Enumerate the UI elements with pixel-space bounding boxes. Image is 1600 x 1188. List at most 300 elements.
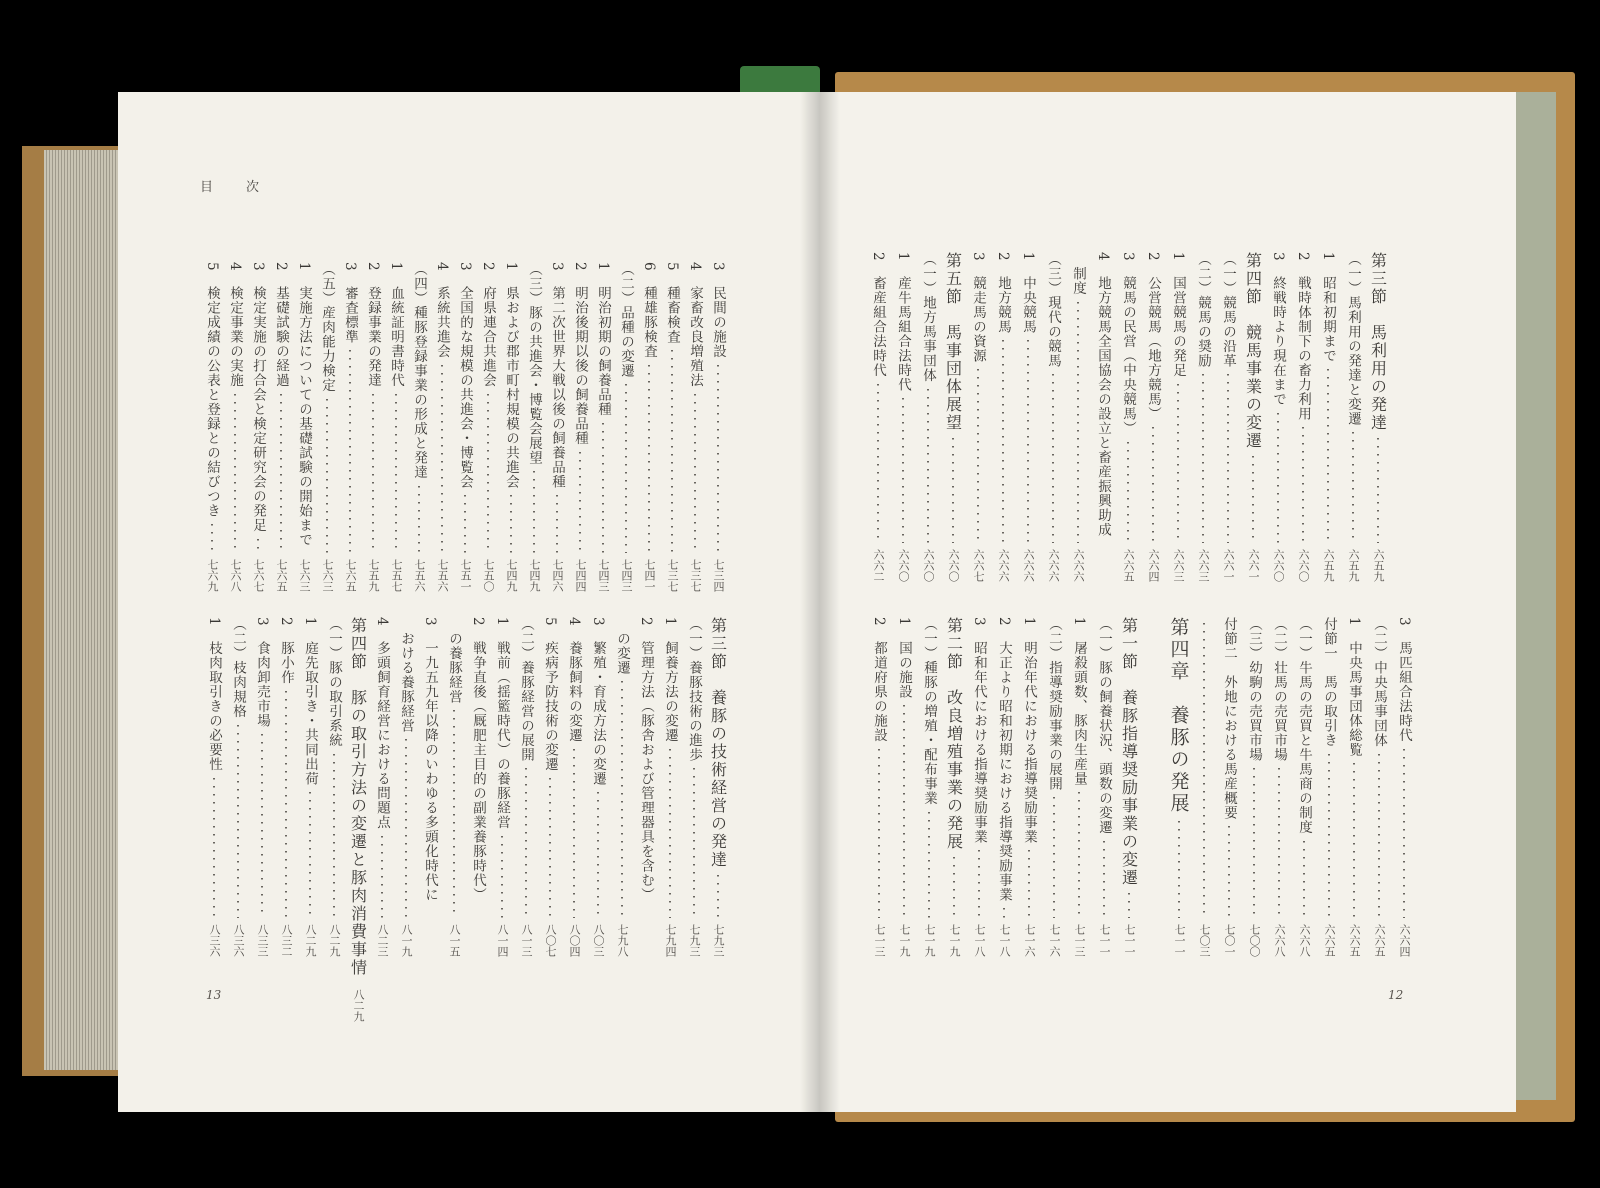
toc-entry-title: 1 国営競馬の発足: [1170, 252, 1186, 378]
toc-entry-page: 七一六: [1023, 924, 1036, 957]
toc-entry: [228, 617, 248, 957]
toc-entry-page: 七四一: [643, 559, 656, 592]
toc-entry-page: 七一九: [898, 924, 911, 957]
toc-entry: [894, 617, 914, 957]
toc-entry-page: 八三三: [256, 924, 269, 957]
toc-entry-title: （二）壮馬の売買市場: [1271, 617, 1287, 762]
toc-entry-page: 八二九: [328, 924, 341, 957]
leader-dots: [1202, 374, 1204, 543]
toc-entry-page: 七六五: [275, 559, 288, 592]
toc-entry-title: 3 繁殖・育成方法の変遷: [590, 617, 606, 787]
toc-entry: [1394, 617, 1414, 957]
toc-entry-title: 6 種雄豚検査: [641, 262, 657, 359]
leader-dots: [1302, 427, 1304, 543]
toc-entry-page: 八二九: [352, 989, 365, 1022]
leader-dots: [671, 350, 673, 553]
toc-entry-title: 付節一 馬の取引き: [1321, 617, 1337, 748]
toc-entry-page: 七五七: [390, 559, 403, 592]
leader-dots: [1028, 850, 1030, 918]
leader-dots: [1053, 797, 1055, 918]
toc-entry: [1243, 252, 1263, 582]
leader-dots: [1252, 456, 1254, 543]
toc-entry-title: 2 畜産組合法時代: [870, 252, 886, 378]
toc-entry: [300, 617, 320, 957]
leader-dots: [1152, 427, 1154, 543]
page-number-right: 12: [1388, 988, 1404, 1002]
toc-entry-title: （一）競馬の沿革: [1220, 252, 1236, 368]
toc-entry-title: （二）指導奨励事業の展開: [1046, 617, 1062, 791]
toc-entry-title: 第三節 馬利用の発達: [1368, 252, 1388, 432]
toc-entry-title: 第四章 養豚の発展: [1167, 617, 1190, 815]
toc-entry: [1019, 617, 1039, 957]
toc-entry-title: 3 検定実施の打合会と検定研究会の発足: [250, 262, 266, 533]
toc-entry-title: 1 屠殺頭数、豚肉生産量: [1071, 617, 1087, 787]
toc-entry-page: 八一三: [520, 924, 533, 957]
toc-entry-title: 2 管理方法（豚舎および管理器具を含む）: [638, 617, 654, 903]
toc-entry-title: 3 馬匹組合法時代: [1396, 617, 1412, 743]
toc-entry-page: 七四四: [574, 559, 587, 592]
toc-entry: [478, 262, 498, 592]
toc-entry: [616, 262, 636, 592]
leader-dots: [573, 749, 575, 918]
leader-dots: [878, 749, 880, 918]
toc-entry-page: 七六三: [321, 559, 334, 592]
toc-entry: [1094, 617, 1114, 957]
toc-entry: [1293, 252, 1313, 582]
toc-entry-page: 七一一: [1098, 924, 1111, 957]
toc-entry-title: （一）豚の取引系統: [326, 617, 342, 748]
toc-entry-page: 七六九: [206, 559, 219, 592]
toc-entry-title: 2 明治後期以後の飼養品種: [572, 262, 588, 446]
toc-entry: [968, 252, 988, 582]
leader-dots: [1352, 432, 1354, 543]
toc-entry: [455, 262, 475, 592]
toc-entry: [993, 252, 1013, 582]
toc-entry-title: （三）豚の共進会・博覧会展望: [526, 262, 542, 465]
toc-entry-title: 1 実施方法についての基礎試験の開始まで: [296, 262, 312, 548]
toc-entry: [1093, 252, 1113, 582]
leader-dots: [405, 739, 407, 918]
toc-entry: [1144, 617, 1164, 957]
toc-entry: [501, 262, 521, 592]
toc-entry: [868, 252, 888, 582]
leader-dots: [1078, 792, 1080, 918]
toc-entry: [1368, 252, 1388, 582]
toc-entry-title: 1 産牛馬組合法時代: [895, 252, 911, 393]
leader-dots: [1228, 826, 1230, 918]
leader-dots: [694, 394, 696, 553]
toc-entry-title: 1 血統証明書時代: [388, 262, 404, 388]
leader-dots: [309, 792, 311, 918]
toc-entry-page: 六五九: [1322, 549, 1335, 582]
toc-entry: [1119, 617, 1139, 957]
toc-entry: [1344, 617, 1364, 957]
toc-entry-page: 七六八: [229, 559, 242, 592]
toc-entry-title: 3 民間の施設: [710, 262, 726, 359]
toc-entry-page: 八〇四: [568, 924, 581, 957]
toc-entry-title: （一）牛馬の売買と牛馬商の制度: [1296, 617, 1312, 835]
leader-dots: [1227, 374, 1229, 543]
toc-entry-page: 七六五: [344, 559, 357, 592]
leader-dots: [1127, 442, 1129, 543]
toc-entry: [588, 617, 608, 957]
toc-entry-title: （五）産肉能力検定: [319, 262, 335, 393]
leader-dots: [464, 495, 466, 553]
toc-entry-page: 六六〇: [1272, 549, 1285, 582]
leader-dots: [1077, 302, 1079, 544]
toc-entry-title: （四）種豚登録事業の形成と発達: [411, 262, 427, 480]
leader-dots: [1328, 754, 1330, 919]
leader-dots: [1103, 841, 1105, 919]
toc-entry: [271, 262, 291, 592]
toc-entry-page: 六六四: [1398, 924, 1411, 957]
leader-dots: [1277, 413, 1279, 543]
leader-dots: [717, 875, 719, 918]
toc-entry-title: 1 明治年代における指導奨励事業: [1021, 617, 1037, 845]
leader-dots: [280, 394, 282, 553]
toc-entry-page: 七五六: [436, 559, 449, 592]
toc-entry-page: 六六一: [1247, 549, 1260, 582]
leader-dots: [533, 471, 535, 553]
toc-entry-page: 七四九: [505, 559, 518, 592]
toc-entry-page: 七一九: [948, 924, 961, 957]
page-number-left: 13: [206, 988, 222, 1002]
leader-dots: [1052, 374, 1054, 543]
toc-entry-title: 1 中央馬事団体総覧: [1346, 617, 1362, 758]
toc-entry-page: 七五一: [459, 559, 472, 592]
toc-entry: [1244, 617, 1264, 957]
toc-entry-page: 六六八: [1273, 924, 1286, 957]
toc-entry-title: 第五節 馬事団体展望: [943, 252, 963, 432]
toc-entry: [340, 262, 360, 592]
toc-entry: [524, 262, 544, 592]
toc-entry-page: 八三二: [280, 924, 293, 957]
toc-entry-page: 六六五: [1122, 549, 1135, 582]
toc-entry: [547, 262, 567, 592]
toc-entry-page: 六五九: [1372, 549, 1385, 582]
toc-entry-title: 3 一九五九年以降のいわゆる多頭化時代に: [422, 617, 438, 903]
toc-entry-title: 第三節 養豚の技術経営の発達: [708, 617, 728, 869]
toc-entry: [1069, 617, 1089, 957]
toc-entry-title: 第二節 改良増殖事業の発展: [944, 617, 964, 851]
toc-entry-page: 八二九: [304, 924, 317, 957]
toc-entry-title: （二）品種の変遷: [618, 262, 634, 378]
leader-dots: [597, 792, 599, 918]
toc-entry-title: 5 検定成績の公表と登録との結びつき: [204, 262, 220, 519]
leader-dots: [453, 710, 455, 918]
leader-dots: [648, 365, 650, 553]
toc-entry-title: 3 競馬の民営（中央競馬）: [1120, 252, 1136, 436]
toc-entry: [893, 252, 913, 582]
toc-entry: [1268, 252, 1288, 582]
toc-entry-title: （三）現代の競馬: [1045, 252, 1061, 368]
leader-dots: [556, 495, 558, 553]
toc-entry-title: 付節二 外地における馬産概要: [1221, 617, 1237, 820]
leader-dots: [1002, 340, 1004, 543]
leader-dots: [669, 749, 671, 918]
toc-entry: [1068, 252, 1088, 582]
leader-dots: [333, 754, 335, 919]
toc-entry: [1219, 617, 1239, 957]
toc-entry-page: 七四三: [597, 559, 610, 592]
toc-entry: [570, 262, 590, 592]
toc-entry-title: 4 家畜改良増殖法: [687, 262, 703, 388]
toc-entry: [444, 617, 464, 957]
leader-dots: [978, 850, 980, 918]
toc-entry-title: 1 庭先取引き・共同出荷: [302, 617, 318, 787]
toc-entry-page: 八〇三: [592, 924, 605, 957]
leader-dots: [602, 423, 604, 553]
toc-entry-page: 六六五: [1323, 924, 1336, 957]
leader-dots: [1303, 841, 1305, 919]
leader-dots: [1003, 908, 1005, 918]
toc-entry-title: 2 戦時体制下の畜力利用: [1295, 252, 1311, 422]
leader-dots: [418, 486, 420, 554]
toc-entry-title: 1 戦前（揺籃時代）の養豚経営: [494, 617, 510, 830]
toc-entry-page: 七一三: [1073, 924, 1086, 957]
toc-entry-title: 第一節 養豚指導奨励事業の変遷: [1119, 617, 1139, 887]
leader-dots: [501, 836, 503, 918]
toc-entry-title: （一）豚の飼養状況、頭数の変遷: [1096, 617, 1112, 835]
leader-dots: [257, 539, 259, 553]
toc-entry-title: 2 地方競馬: [995, 252, 1011, 335]
toc-entry-title: 2 基礎試験の経過: [273, 262, 289, 388]
toc-entry-page: 六六六: [1047, 549, 1060, 582]
toc-entry: [1044, 617, 1064, 957]
toc-entry-title: 1 国の施設: [896, 617, 912, 700]
toc-entry-page: 七一三: [873, 924, 886, 957]
toc-entry-page: 七六七: [252, 559, 265, 592]
toc-entry: [1118, 252, 1138, 582]
toc-entry-title: （二）競馬の奨励: [1195, 252, 1211, 368]
leader-dots: [693, 768, 695, 918]
toc-entry: [943, 252, 963, 582]
toc-entry: [1169, 617, 1189, 957]
toc-entry-page: 七四三: [620, 559, 633, 592]
toc-entry: [432, 262, 452, 592]
toc-entry-page: 六六〇: [897, 549, 910, 582]
toc-entry: [612, 617, 632, 957]
toc-entry-page: 七一九: [923, 924, 936, 957]
toc-entry: [660, 617, 680, 957]
toc-entry-page: 七五九: [367, 559, 380, 592]
toc-entry-title: 3 第二次世界大戦以後の飼養品種: [549, 262, 565, 490]
toc-entry-page: 七六三: [298, 559, 311, 593]
toc-entry: [204, 617, 224, 957]
leader-dots: [326, 399, 328, 554]
leader-dots: [1178, 821, 1180, 918]
toc-entry-title: の変遷: [614, 617, 630, 675]
toc-entry-title: の養豚経営: [446, 617, 462, 704]
toc-entry: [396, 617, 416, 957]
toc-entry: [202, 262, 222, 592]
toc-entry-title: 1 昭和初期まで: [1320, 252, 1336, 364]
toc-entry-page: 八一五: [448, 924, 461, 957]
leader-dots: [349, 350, 351, 553]
leader-dots: [1177, 384, 1179, 543]
leader-dots: [1377, 438, 1379, 543]
leader-dots: [487, 394, 489, 553]
toc-entry-title: 1 枝肉取引きの必要性: [206, 617, 222, 772]
toc-entry: [708, 617, 728, 957]
toc-entry-title: （三）幼駒の売買市場: [1246, 617, 1262, 762]
toc-entry-page: 六六〇: [1297, 549, 1310, 582]
leader-dots: [372, 394, 374, 553]
toc-entry-page: 六六三: [1197, 549, 1210, 582]
toc-entry-page: 六六四: [1147, 549, 1160, 582]
toc-entry-page: 七九八: [616, 924, 629, 957]
toc-entry: [248, 262, 268, 592]
toc-entry: [1319, 617, 1339, 957]
toc-entry-page: 七三七: [666, 559, 679, 592]
toc-entry: [1294, 617, 1314, 957]
toc-entry-page: 八二三: [376, 924, 389, 957]
toc-entry-page: 八三六: [208, 924, 221, 957]
toc-entry: [1343, 252, 1363, 582]
leader-dots: [953, 857, 955, 918]
leader-dots: [902, 398, 904, 543]
toc-entry-title: 2 豚小作: [278, 617, 294, 685]
leader-dots: [549, 778, 551, 918]
toc-entry-title: 2 府県連合共進会: [480, 262, 496, 388]
toc-entry: [1318, 252, 1338, 582]
leader-dots: [261, 734, 263, 918]
leader-dots: [621, 681, 623, 918]
toc-entry-page: 七〇〇: [1248, 924, 1261, 957]
toc-entry-title: 2 登録事業の発達: [365, 262, 381, 388]
leader-dots: [510, 495, 512, 553]
toc-entry: [1218, 252, 1238, 582]
toc-entry: [685, 262, 705, 592]
toc-entry-title: （一）養豚技術の進歩: [686, 617, 702, 762]
toc-entry-page: 七一八: [973, 924, 986, 957]
toc-entry-title: 第四節 競馬事業の変遷: [1243, 252, 1263, 450]
toc-entry-page: 六五九: [1347, 549, 1360, 582]
toc-entry: [492, 617, 512, 957]
toc-entry: [919, 617, 939, 957]
toc-entry: [317, 262, 337, 592]
toc-entry: [639, 262, 659, 592]
leader-dots: [877, 384, 879, 543]
toc-entry-title: 制度: [1070, 252, 1086, 296]
toc-entry: [1369, 617, 1389, 957]
leader-dots: [395, 394, 397, 553]
leader-dots: [237, 725, 239, 919]
toc-entry-title: おける養豚経営: [398, 617, 414, 733]
toc-entry-page: 六六五: [1348, 924, 1361, 957]
leader-dots: [717, 365, 719, 553]
toc-entry-title: 3 昭和年代における指導奨励事業: [971, 617, 987, 845]
leader-dots: [977, 369, 979, 543]
toc-entry: [409, 262, 429, 592]
leader-dots: [579, 452, 581, 553]
toc-entry: [869, 617, 889, 957]
toc-entry-title: 2 戦争直後（厩肥主目的の副業養豚時代）: [470, 617, 486, 903]
page-edges: [44, 150, 124, 1070]
toc-entry-title: 1 中央競馬: [1020, 252, 1036, 335]
toc-entry-title: 1 明治初期の飼養品種: [595, 262, 611, 417]
toc-entry-page: 七〇一: [1223, 924, 1236, 957]
toc-entry-page: 七〇三: [1198, 924, 1211, 957]
toc-entry-page: 八一九: [400, 924, 413, 957]
leader-dots: [381, 836, 383, 918]
leader-dots: [927, 389, 929, 544]
toc-entry-title: 1 県および郡市町村規模の共進会: [503, 262, 519, 490]
toc-entry-page: 七一八: [998, 924, 1011, 957]
toc-entry: [708, 262, 728, 592]
toc-entry-title: 2 大正より昭和初期における指導奨励事業: [996, 617, 1012, 903]
toc-entry-title: （一）地方馬事団体: [920, 252, 936, 383]
toc-entry-page: 六六六: [1022, 549, 1035, 582]
toc-entry-title: 4 多頭飼育経営における問題点: [374, 617, 390, 830]
toc-entry-page: 六六三: [1172, 549, 1185, 582]
toc-entry: [662, 262, 682, 592]
toc-entry-page: 七一一: [1173, 924, 1186, 957]
toc-entry: [684, 617, 704, 957]
toc-entry-title: 3 審査標準: [342, 262, 358, 345]
toc-entry-page: 六六八: [1298, 924, 1311, 957]
toc-entry-title: 第四節 豚の取引方法の変遷と豚肉消費事情: [348, 617, 368, 977]
toc-entry-title: 4 地方競馬全国協会の設立と畜産振興助成: [1095, 252, 1111, 538]
leader-dots: [211, 524, 213, 553]
toc-entry-title: 5 疾病予防技術の変遷: [542, 617, 558, 772]
toc-entry-page: 六六〇: [947, 549, 960, 582]
leader-dots: [441, 365, 443, 553]
toc-entry: [372, 617, 392, 957]
toc-entry: [516, 617, 536, 957]
toc-entry: [593, 262, 613, 592]
toc-entry-title: 4 系統共進会: [434, 262, 450, 359]
toc-entry: [276, 617, 296, 957]
leader-dots: [928, 812, 930, 919]
leader-dots: [213, 778, 215, 918]
left-page: [118, 92, 820, 1112]
toc-entry-title: 2 都道府県の施設: [871, 617, 887, 743]
toc-entry-title: 3 全国的な規模の共進会・博覧会: [457, 262, 473, 490]
leader-dots: [1327, 369, 1329, 543]
toc-entry-title: （二）養豚経営の展開: [518, 617, 534, 762]
toc-entry-page: 八〇七: [544, 924, 557, 957]
toc-entry-page: 七五〇: [482, 559, 495, 592]
toc-entry-page: 六六〇: [922, 549, 935, 582]
toc-entry-page: 八一四: [496, 924, 509, 957]
toc-entry: [386, 262, 406, 592]
toc-entry: [1043, 252, 1063, 582]
toc-entry: [1018, 252, 1038, 582]
toc-entry-page: 六六六: [997, 549, 1010, 582]
toc-entry-title: 2 公営競馬（地方競馬）: [1145, 252, 1161, 422]
toc-entry: [969, 617, 989, 957]
right-page: [820, 92, 1516, 1112]
toc-entry: [636, 617, 656, 957]
leader-dots: [285, 691, 287, 918]
toc-entry-page: 七五六: [413, 559, 426, 592]
toc-entry-page: 六六七: [972, 549, 985, 582]
toc-entry: [252, 617, 272, 957]
toc-entry: [944, 617, 964, 957]
toc-entry-page: 七四九: [528, 559, 541, 592]
toc-entry-title: （一）種豚の増殖・配布事業: [921, 617, 937, 806]
toc-entry: [1269, 617, 1289, 957]
leader-dots: [903, 705, 905, 918]
leader-dots: [952, 438, 954, 543]
leader-dots: [1203, 623, 1205, 918]
leader-dots: [1278, 768, 1280, 918]
toc-entry-page: 六六五: [1373, 924, 1386, 957]
toc-entry-page: 六六一: [1222, 549, 1235, 582]
toc-entry: [468, 617, 488, 957]
toc-entry-title: 4 検定事業の実施: [227, 262, 243, 388]
